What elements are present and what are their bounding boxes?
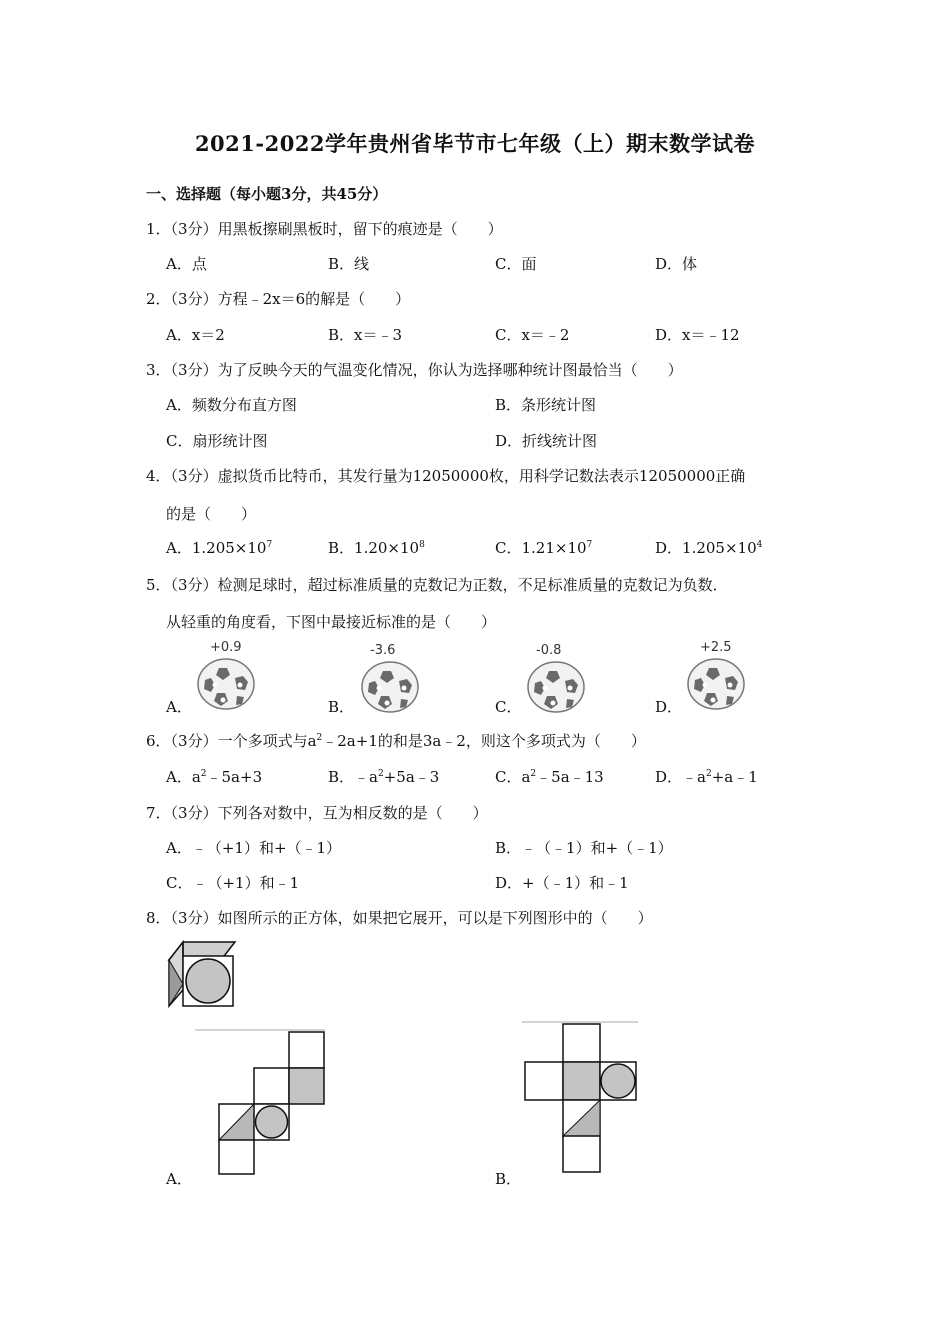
- question-5-stem-line1: 5．（3分）检测足球时，超过标准质量的克数记为正数，不足标准质量的克数记为负数．: [146, 576, 728, 594]
- question-4-stem-line2: 的是（ ）: [166, 505, 257, 523]
- q1-option-d[interactable]: D．体: [655, 255, 698, 273]
- ball-a-label: +0.9: [210, 640, 242, 655]
- soccer-ball-a-icon: [197, 658, 255, 710]
- page-title: 2021-2022学年贵州省毕节市七年级（上）期末数学试卷: [194, 131, 756, 156]
- q5-option-a[interactable]: A．: [166, 698, 192, 716]
- q1-option-c[interactable]: C．面: [495, 255, 537, 273]
- q4-option-a[interactable]: A．$1.205\times 10^7$: [166, 539, 273, 557]
- q6-option-b[interactable]: B．$﹣a^2+5a﹣3$: [328, 768, 440, 786]
- q5-option-d[interactable]: D．: [655, 698, 683, 716]
- q2-option-c[interactable]: C．x＝﹣2: [495, 326, 570, 344]
- cube-figure: [165, 938, 239, 1010]
- ball-c-label: -0.8: [536, 643, 562, 658]
- q7-option-d[interactable]: D．+（﹣1）和﹣1: [495, 874, 629, 892]
- net-option-a-figure: [190, 1028, 330, 1176]
- ball-d-label: +2.5: [700, 640, 732, 655]
- q3-option-b[interactable]: B．条形统计图: [495, 396, 597, 414]
- q2-option-d[interactable]: D．x＝﹣12: [655, 326, 740, 344]
- question-1-stem: 1．（3分）用黑板擦刷黑板时，留下的痕迹是（ ）: [146, 220, 503, 238]
- q6-option-c[interactable]: C．$a^2﹣5a﹣13$: [495, 768, 604, 786]
- q2-option-b[interactable]: B．x＝﹣3: [328, 326, 403, 344]
- q6-option-d[interactable]: D．$﹣a^2+a﹣1$: [655, 768, 758, 786]
- question-5-stem-line2: 从轻重的角度看，下图中最接近标准的是（ ）: [166, 613, 497, 631]
- q3-option-a[interactable]: A．频数分布直方图: [166, 396, 297, 414]
- q4-option-d[interactable]: D．$1.205\times 10^4$: [655, 539, 763, 557]
- question-7-stem: 7．（3分）下列各对数中，互为相反数的是（ ）: [146, 804, 488, 822]
- q5-option-c[interactable]: C．: [495, 698, 522, 716]
- section-heading: 一、选择题（每小题3分，共45分）: [146, 185, 388, 203]
- q8-option-b[interactable]: B．: [495, 1170, 522, 1188]
- q4-option-c[interactable]: C．$1.21\times 10^7$: [495, 539, 593, 557]
- q7-option-c[interactable]: C．﹣（+1）和﹣1: [166, 874, 300, 892]
- q7-option-a[interactable]: A．﹣（+1）和+（﹣1）: [166, 839, 342, 857]
- question-4-stem-line1: 4．（3分）虚拟货币比特币，其发行量为12050000枚，用科学记数法表示12050000正确: [146, 467, 746, 485]
- q7-option-b[interactable]: B．﹣（﹣1）和+（﹣1）: [495, 839, 673, 857]
- question-2-stem: 2．（3分）方程﹣2x＝6的解是（ ）: [146, 290, 411, 308]
- q2-option-a[interactable]: A．x＝2: [166, 326, 225, 344]
- q8-option-a[interactable]: A．: [166, 1170, 192, 1188]
- soccer-ball-b-icon: [361, 661, 419, 713]
- q4-option-b[interactable]: B．$1.20\times 10^8$: [328, 539, 425, 557]
- soccer-ball-c-icon: [527, 661, 585, 713]
- q3-option-c[interactable]: C．扇形统计图: [166, 432, 268, 450]
- net-option-b-figure: [520, 1020, 640, 1176]
- question-3-stem: 3．（3分）为了反映今天的气温变化情况，你认为选择哪种统计图最恰当（ ）: [146, 361, 683, 379]
- ball-b-label: -3.6: [370, 643, 396, 658]
- question-8-stem: 8．（3分）如图所示的正方体，如果把它展开，可以是下列图形中的（ ）: [146, 909, 653, 927]
- q5-option-b[interactable]: B．: [328, 698, 355, 716]
- q6-option-a[interactable]: A．$a^2﹣5a+3$: [166, 768, 263, 786]
- q1-option-a[interactable]: A．点: [166, 255, 207, 273]
- soccer-ball-d-icon: [687, 658, 745, 710]
- question-6-stem: 6．（3分）一个多项式与$a^2﹣2a+1$的和是3a﹣2，则这个多项式为（ ）: [146, 732, 646, 750]
- q3-option-d[interactable]: D．折线统计图: [495, 432, 598, 450]
- q1-option-b[interactable]: B．线: [328, 255, 370, 273]
